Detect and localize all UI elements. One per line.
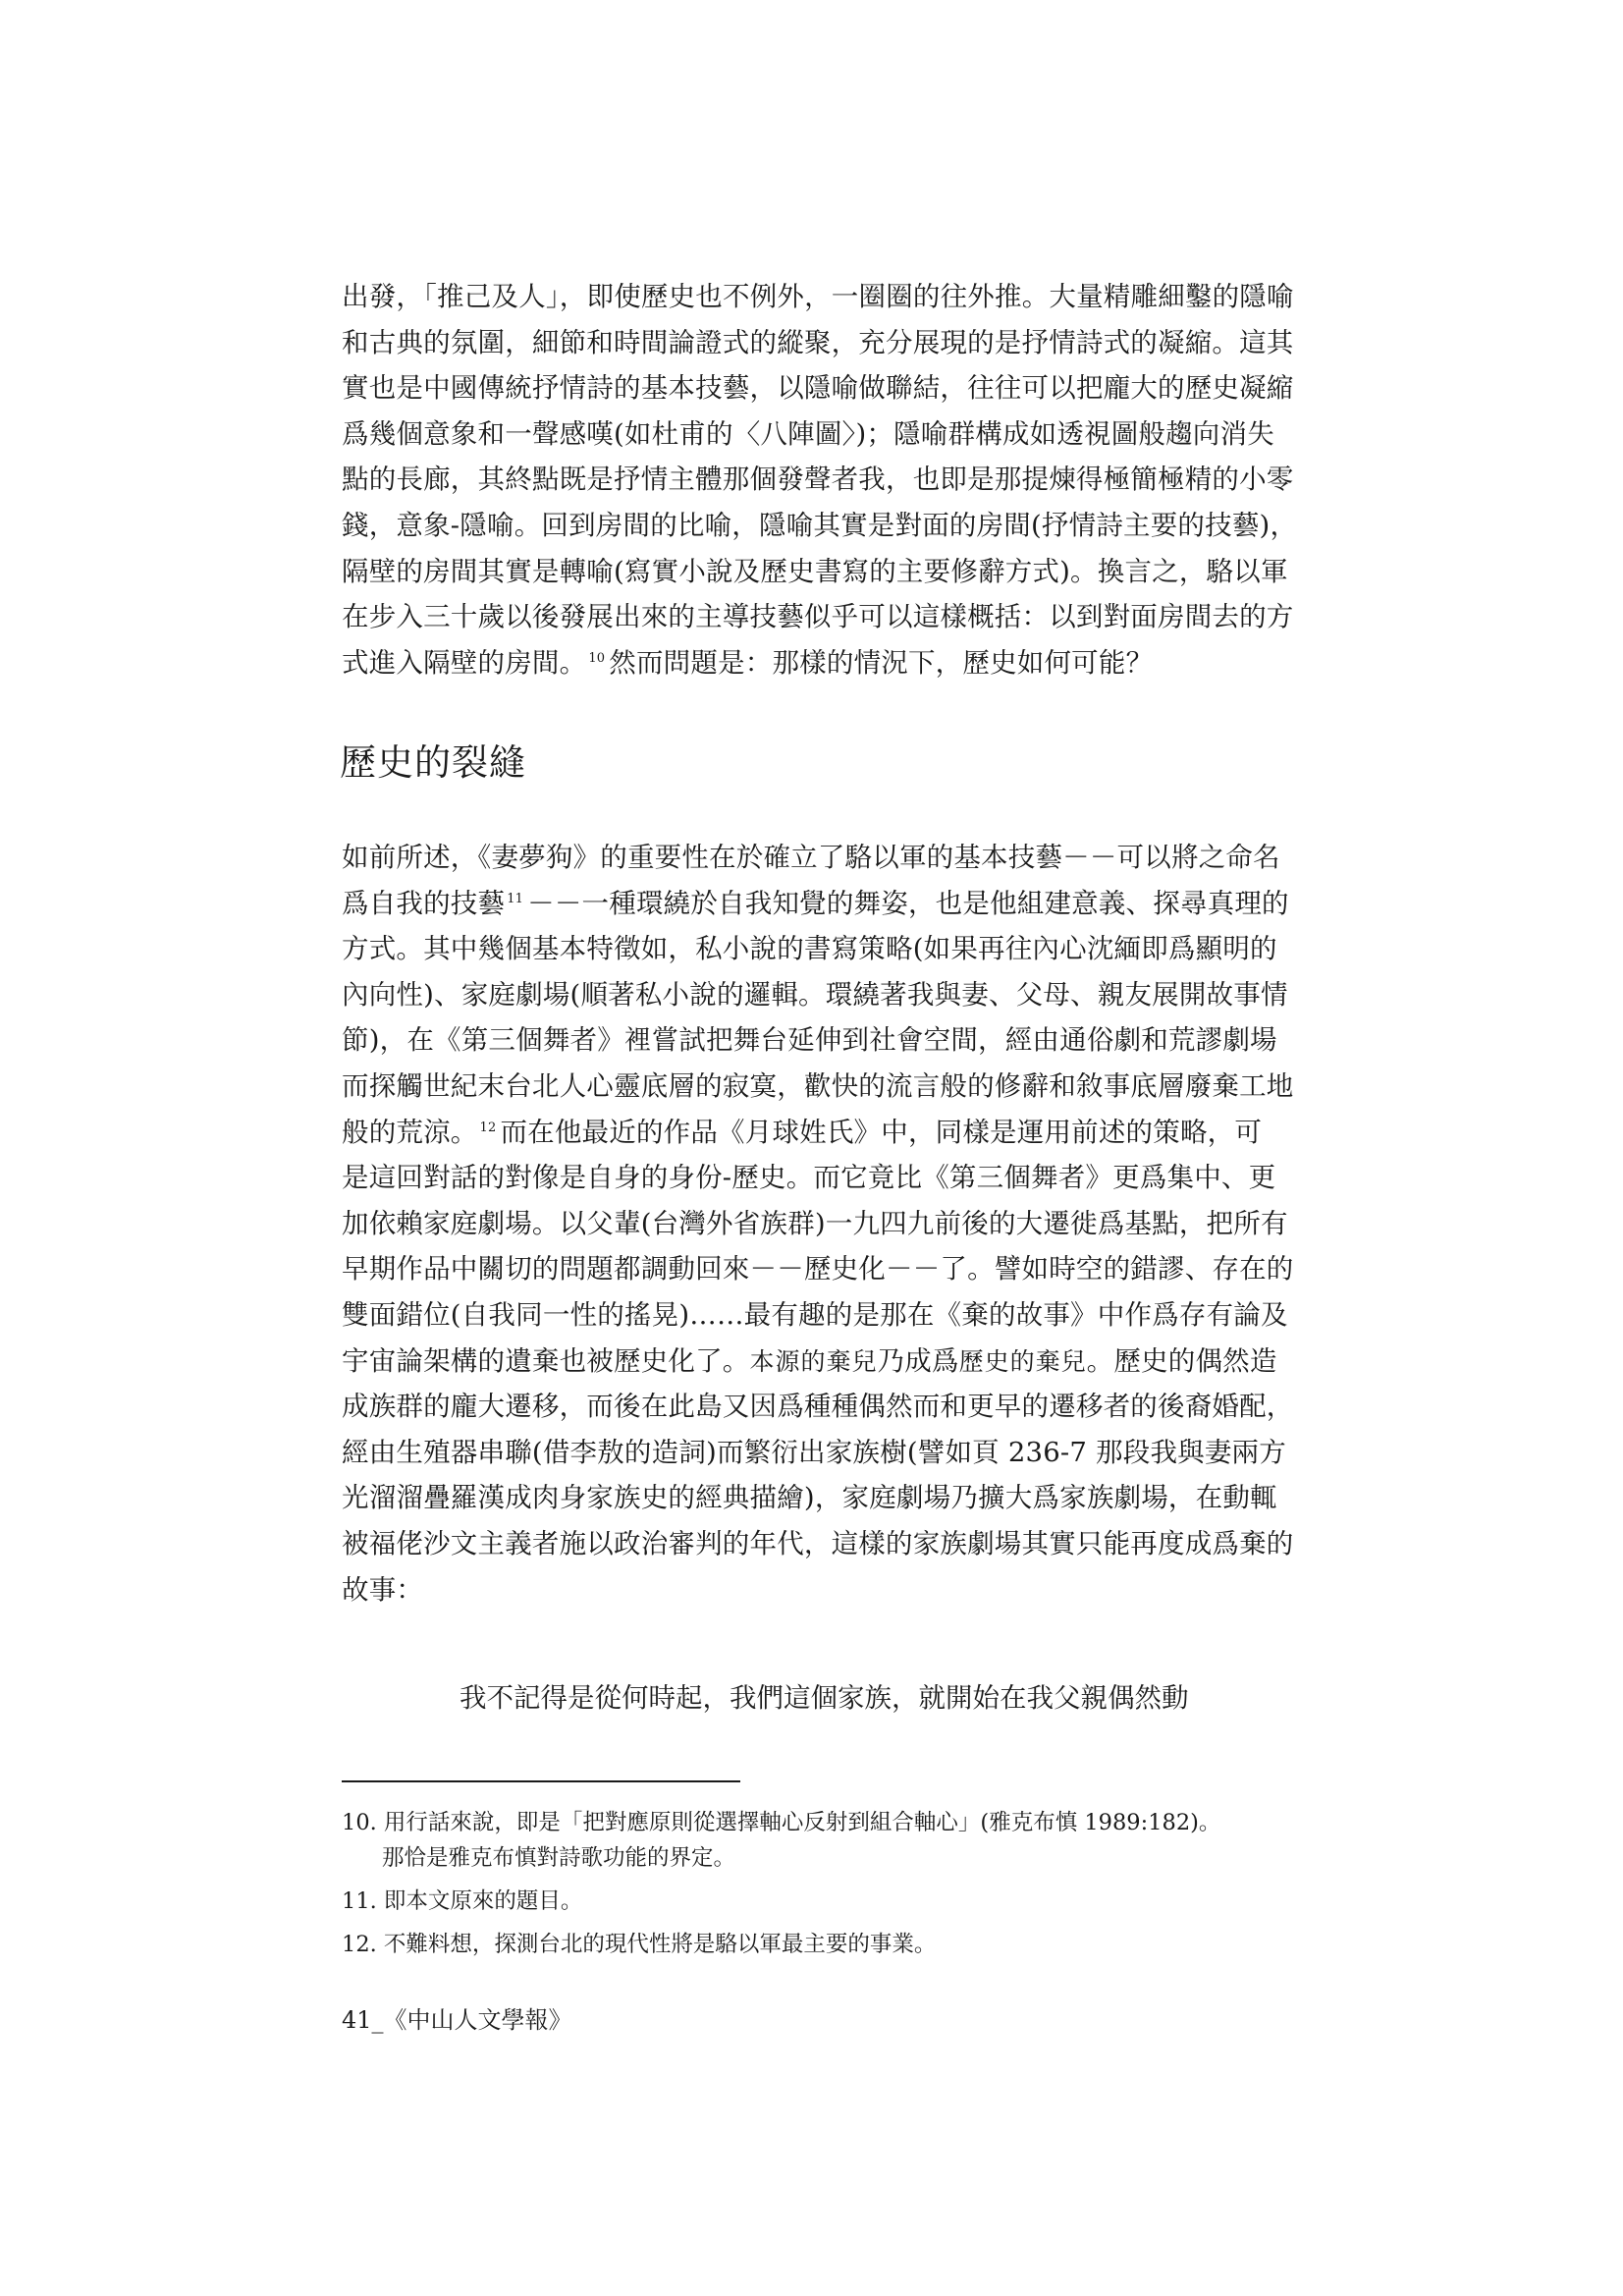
line-text: 式進入隔壁的房間。 [342,646,587,679]
paragraph-line [342,1339,1299,1385]
paragraph-line: 實也是中國傳統抒情詩的基本技藝，以隱喻做聯結，往往可以把龐大的歷史凝縮 [342,372,1294,405]
footnote-divider [342,1780,740,1782]
paragraph-line: 在步入三十歲以後發展出來的主導技藝似乎可以這樣概括：以到對面房間去的方 [342,601,1294,633]
block-quote: 我不記得是從何時起，我們這個家族，就開始在我父親偶然動 [460,1682,1189,1714]
line-text: 般的荒涼。 [342,1116,478,1148]
footnote-10 [342,1805,1299,1876]
paragraph-line: 錢，意象-隱喻。回到房間的比喻，隱喻其實是對面的房間(抒情詩主要的技藝)， [342,509,1298,541]
footnote-line: 11. 即本文原來的題目。 [342,1888,583,1914]
line-text: 。歷史的偶然造 [1086,1344,1277,1377]
paragraph-line: 故事： [342,1573,424,1606]
footnote-ref-10[interactable]: 10 [588,650,606,666]
page-footer: 41_《中山人文學報》 [342,2006,572,2034]
line-text: 而在他最近的作品《月球姓氏》中，同樣是運用前述的策略，可 [500,1116,1263,1148]
paragraph-line: 和古典的氛圍，細節和時間論證式的縱聚，充分展現的是抒情詩式的凝縮。這其 [342,326,1294,358]
paragraph-line: 光溜溜疊羅漢成肉身家族史的經典描繪)，家庭劇場乃擴大爲家族劇場，在動輒 [342,1482,1277,1514]
paragraph-line [342,640,1299,686]
paragraph-line: 加依賴家庭劇場。以父輩(台灣外省族群)一九四九前後的大遷徙爲基點，把所有 [342,1207,1288,1239]
paragraph-line [342,1110,1299,1156]
paragraph-line: 早期作品中關切的問題都調動回來－－歷史化－－了。譬如時空的錯謬、存在的 [342,1253,1294,1285]
body-paragraph-2 [342,835,1299,1613]
footnote-line: 10. 用行話來說，即是「把對應原則從選擇軸心反射到組合軸心」(雅克布慎 1989:182)。 [342,1810,1221,1835]
paragraph-line: 方式。其中幾個基本特徵如，私小說的書寫策略(如果再往內心沈緬即爲顯明的 [342,933,1277,965]
section-heading: 歷史的裂縫 [340,741,526,784]
paragraph-line: 雙面錯位(自我同一性的搖晃)……最有趣的是那在《棄的故事》中作爲存有論及 [342,1298,1288,1331]
footnote-12 [342,1927,1299,1962]
emphasis-text: 歷史的棄兒 [958,1346,1087,1376]
footnote-11 [342,1884,1299,1919]
line-text: －－一種環繞於自我知覺的舞姿，也是他組建意義、探尋真理的 [527,887,1289,919]
line-text: 然而問題是：那樣的情況下，歷史如何可能？ [609,646,1154,679]
line-text: 爲自我的技藝 [342,887,506,919]
paragraph-line: 內向性)、家庭劇場(順著私小說的邏輯。環繞著我與妻、父母、親友展開故事情 [342,978,1288,1011]
paragraph-line: 點的長廊，其終點既是抒情主體那個發聲者我，也即是那提煉得極簡極精的小零 [342,464,1294,496]
paragraph-line [342,881,1299,927]
footnote-ref-12[interactable]: 12 [479,1120,497,1135]
paragraph-line: 被福佬沙文主義者施以政治審判的年代，這樣的家族劇場其實只能再度成爲棄的 [342,1527,1294,1559]
footnote-line: 12. 不難料想，探測台北的現代性將是駱以軍最主要的事業。 [342,1932,937,1957]
line-text: 乃成爲 [877,1344,959,1377]
paragraph-line: 隔壁的房間其實是轉喻(寫實小說及歷史書寫的主要修辭方式)。換言之，駱以軍 [342,555,1288,587]
paragraph-line: 如前所述，《妻夢狗》的重要性在於確立了駱以軍的基本技藝－－可以將之命名 [342,842,1280,873]
line-text: 宇宙論架構的遺棄也被歷史化了。 [342,1344,750,1377]
paragraph-line: 成族群的龐大遷移，而後在此島又因爲種種偶然而和更早的遷移者的後裔婚配， [342,1391,1294,1423]
paragraph-line: 出發，「推己及人」，即使歷史也不例外，一圈圈的往外推。大量精雕細鑿的隱喻 [342,281,1294,312]
footnotes [342,1805,1299,1962]
footnote-ref-11[interactable]: 11 [507,891,524,906]
paragraph-line: 爲幾個意象和一聲感嘆(如杜甫的〈八陣圖〉)；隱喻群構成如透視圖般趨向消失 [342,417,1274,450]
paragraph-line: 節)，在《第三個舞者》裡嘗試把舞台延伸到社會空間，經由通俗劇和荒謬劇場 [342,1024,1277,1057]
body-paragraph-1 [342,274,1299,685]
paragraph-line: 而探觸世紀末台北人心靈底層的寂寞，歡快的流言般的修辭和敘事底層廢棄工地 [342,1069,1294,1102]
footnote-line: 那恰是雅克布慎對詩歌功能的界定。 [382,1845,736,1871]
paragraph-line: 經由生殖器串聯(借李敖的造詞)而繁衍出家族樹(譬如頁 236-7 那段我與妻兩方 [342,1436,1286,1468]
emphasis-text: 本源的棄兒 [749,1346,878,1376]
paragraph-line: 是這回對話的對像是自身的身份-歷史。而它竟比《第三個舞者》更爲集中、更 [342,1162,1276,1194]
